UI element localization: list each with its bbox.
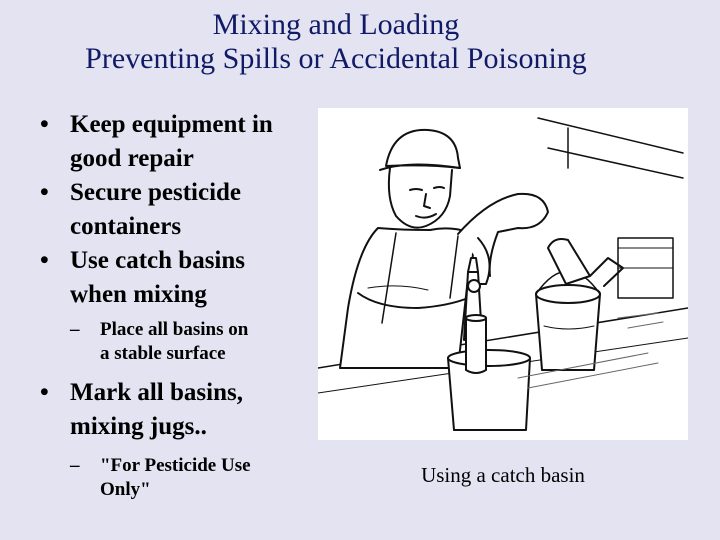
bullet-text: Secure pesticide	[70, 179, 242, 206]
bullet-text: containers	[70, 213, 182, 240]
bullet-list	[40, 108, 315, 502]
title-line-1: Mixing and Loading	[212, 8, 460, 41]
bullet-equipment	[40, 108, 315, 176]
bullet-text: good repair	[70, 145, 194, 172]
bullet-dot: •	[40, 247, 49, 274]
sub-bullet-text: Place all basins on	[100, 319, 249, 340]
bullet-dot: •	[40, 111, 49, 138]
sub-bullet-text: Only"	[100, 479, 151, 500]
sub-bullet-stable-surface	[40, 318, 315, 366]
bullet-text: Mark all basins,	[70, 379, 243, 406]
bullet-dot: •	[40, 179, 49, 206]
sub-bullet-pesticide-use	[40, 454, 315, 502]
illustration-caption: Using a catch basin	[421, 463, 585, 487]
sub-bullet-text: "For Pesticide Use	[100, 455, 251, 476]
sub-bullet-text: a stable surface	[100, 343, 226, 364]
slide-title	[0, 8, 672, 76]
sub-bullet-dash: –	[70, 455, 80, 476]
bullet-text: when mixing	[70, 281, 207, 308]
bullet-containers	[40, 176, 315, 244]
bullet-catch-basins	[40, 244, 315, 312]
title-line-2: Preventing Spills or Accidental Poisoning	[85, 42, 587, 75]
bullet-mark-basins	[40, 376, 315, 444]
bullet-dot: •	[40, 379, 49, 406]
bullet-text: Use catch basins	[70, 247, 246, 274]
catch-basin-illustration	[318, 108, 688, 440]
sub-bullet-dash: –	[70, 319, 80, 340]
bullet-text: Keep equipment in	[70, 111, 273, 138]
bullet-text: mixing jugs..	[70, 413, 207, 440]
